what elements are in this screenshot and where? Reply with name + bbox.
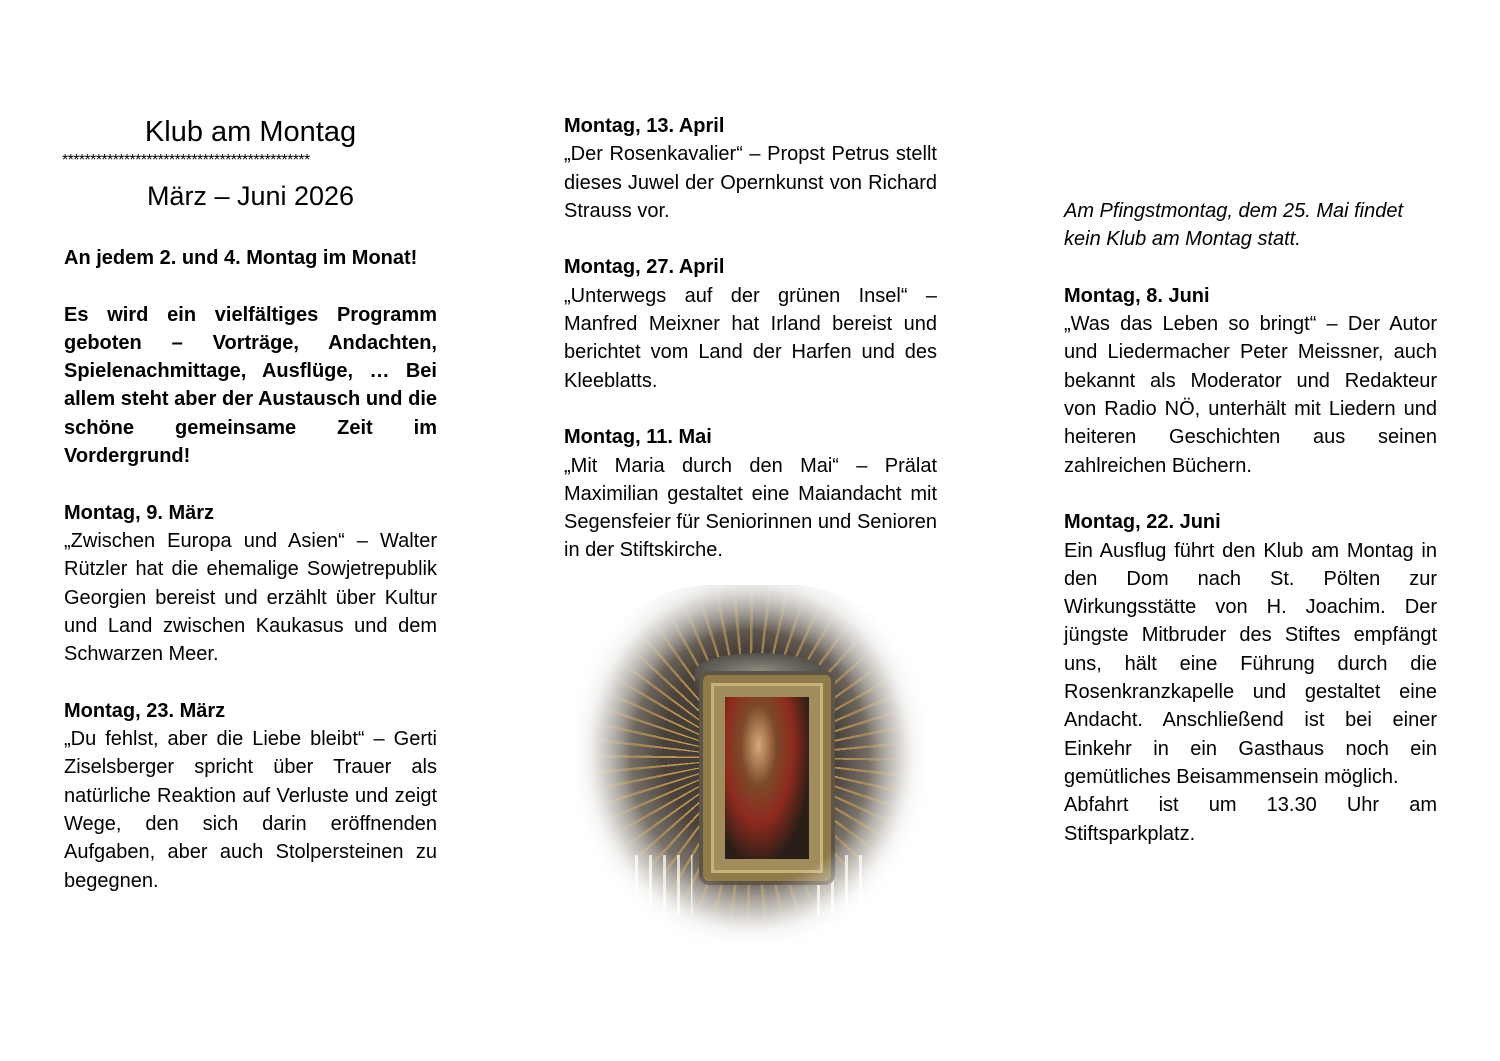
madonna-altar-image bbox=[575, 585, 925, 945]
event-date: Montag, 23. März bbox=[64, 699, 226, 722]
event-description: „Was das Leben so bringt“ – Der Autor und Liedermacher Peter Meissner, auch bekannt als Moderator und Redakteur von Radio NÖ, unterhält mit Liedern und heiteren Geschichten aus seinen zahlreichen Büchern. bbox=[1064, 313, 1437, 477]
event-block bbox=[64, 697, 437, 895]
event-description: „Mit Maria durch den Mai“ – Prälat Maximilian gestaltet eine Maiandacht mit Segensfeier für Seniorinnen und Senioren in der Stiftskirche. bbox=[564, 454, 937, 562]
schedule-note: An jedem 2. und 4. Montag im Monat! bbox=[64, 247, 418, 269]
event-date: Montag, 8. Juni bbox=[1064, 284, 1210, 307]
event-block bbox=[564, 112, 937, 225]
asterisk-divider: ******************************************** bbox=[62, 152, 310, 169]
event-description: Ein Ausflug führt den Klub am Montag in den Dom nach St. Pölten zur Wirkungsstätte von H. Joachim. Der jüngste Mitbruder des Stiftes empfängt uns, hält eine Führung durch die Rosenkranzkapelle und gestaltet eine Andacht. Anschließend ist bei einer Einkehr in ein Gasthaus noch ein gemütliches Beisammensein möglich. bbox=[1064, 539, 1437, 788]
column-middle bbox=[564, 112, 937, 565]
event-block bbox=[564, 253, 937, 394]
vignette-fade bbox=[575, 585, 925, 945]
event-date: Montag, 22. Juni bbox=[1064, 511, 1221, 534]
page-title: Klub am Montag bbox=[144, 116, 357, 148]
date-range-subtitle: März – Juni 2026 bbox=[146, 181, 355, 211]
event-description: „Unterwegs auf der grünen Insel“ – Manfred Meixner hat Irland bereist und berichtet vom Land der Harfen und des Kleeblatts. bbox=[564, 284, 937, 392]
intro-description: Es wird ein vielfältiges Programm geboten – Vorträge, Andachten, Spielenachmittage, Ausflüge, … Bei allem steht aber der Austausch und die schöne gemeinsame Zeit im Vordergrund! bbox=[64, 303, 437, 468]
column-left bbox=[64, 112, 437, 895]
event-date: Montag, 11. Mai bbox=[564, 426, 712, 449]
event-block bbox=[64, 499, 437, 669]
event-date: Montag, 9. März bbox=[64, 501, 215, 524]
holiday-notice: Am Pfingstmontag, dem 25. Mai findet kein Klub am Montag statt. bbox=[1064, 200, 1404, 251]
event-description: „Du fehlst, aber die Liebe bleibt“ – Gerti Ziselsberger spricht über Trauer als natürliche Reaktion auf Verluste und zeigt Wege, den sich darin eröffnenden Aufgaben, aber auch Stolpersteinen zu begegnen. bbox=[64, 728, 437, 892]
column-right bbox=[1064, 197, 1437, 848]
event-block bbox=[1064, 282, 1437, 480]
departure-info: Abfahrt ist um 13.30 Uhr am Stiftsparkplatz. bbox=[1064, 794, 1437, 845]
event-block bbox=[1064, 508, 1437, 848]
event-block bbox=[564, 423, 937, 564]
event-description: „Zwischen Europa und Asien“ – Walter Rützler hat die ehemalige Sowjetrepublik Georgien bereist und erzählt über Kultur und Land zwischen Kaukasus und dem Schwarzen Meer. bbox=[64, 529, 437, 666]
event-date: Montag, 13. April bbox=[564, 115, 725, 137]
event-date: Montag, 27. April bbox=[564, 256, 725, 279]
event-description: „Der Rosenkavalier“ – Propst Petrus stellt dieses Juwel der Opernkunst von Richard Strauss vor. bbox=[564, 143, 937, 222]
